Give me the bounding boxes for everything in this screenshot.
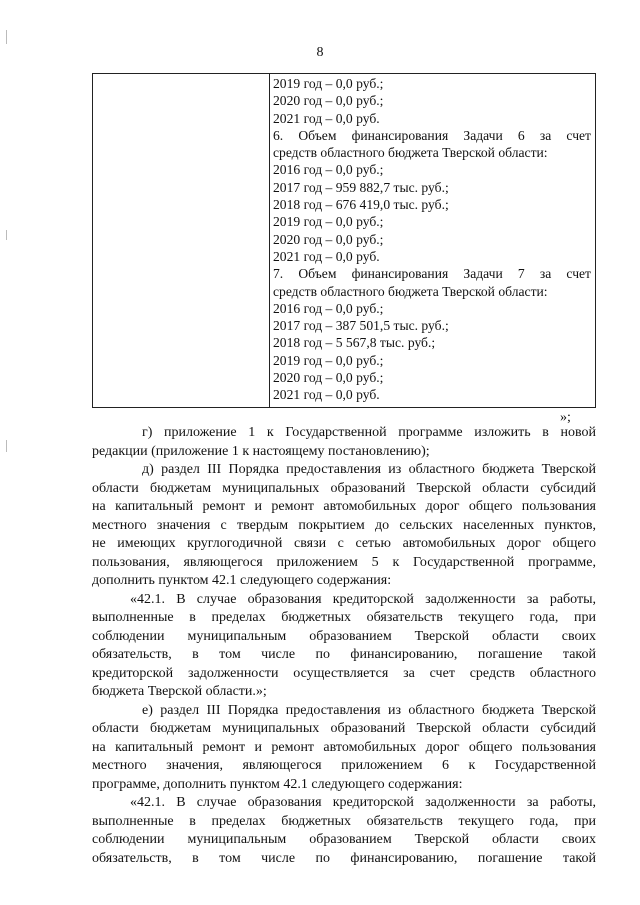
table-line: 2017 год – 959 882,7 тыс. руб.; [273,179,449,195]
text-line: редакции (приложение 1 к настоящему постановлению); [92,443,430,459]
table-right-cell [273,75,591,404]
text-line: не имеющих круглогодичной связи с сетью автомобильных дорог общего [92,536,596,551]
table-line: 2020 год – 0,0 руб.; [273,370,384,386]
table-line: 7. Объем финансирования Задачи 7 за счет [273,266,591,282]
text-line: выполненные в пределах бюджетных обязательств текущего года, при [92,813,596,829]
text-line: на капитальный ремонт и ремонт автомобильных дорог общего пользования [92,499,596,514]
table-column-divider [269,74,270,407]
table-line: 2016 год – 0,0 руб.; [273,162,384,178]
text-line: местного значения с твердым покрытием до сельских населенных пунктов, [92,517,596,533]
text-line: программе, дополнить пунктом 42.1 следующего содержания: [92,776,463,792]
text-line: е) раздел III Порядка предоставления из областного бюджета Тверской [142,702,596,718]
text-line: соблюдении муниципальным образованием Тверской области своих [92,832,596,847]
table-line: 2018 год – 676 419,0 тыс. руб.; [273,197,449,213]
text-line: дополнить пунктом 42.1 следующего содержания: [92,573,392,588]
financing-table [92,73,596,408]
table-line: 2021 год – 0,0 руб. [273,110,380,126]
table-line: 2018 год – 5 567,8 тыс. руб.; [273,335,436,351]
text-line: бюджета Тверской области.»; [92,684,267,699]
table-line: 6. Объем финансирования Задачи 6 за счет [273,127,591,143]
table-line: 2020 год – 0,0 руб.; [273,231,384,247]
text-line: д) раздел III Порядка предоставления из областного бюджета Тверской [142,462,596,477]
text-line: выполненные в пределах бюджетных обязательств текущего года, при [92,610,596,625]
text-line: области бюджетам муниципальных образований Тверской области субсидий [92,721,596,736]
table-line: 2019 год – 0,0 руб.; [273,214,384,230]
table-line: средств областного бюджета Тверской области: [273,283,548,299]
text-line: кредиторской задолженности осуществляется за счет средств областного [92,665,596,681]
margin-mark-middle [6,230,7,240]
document-body [92,424,596,868]
table-line: 2021 год – 0,0 руб. [273,248,380,264]
text-line: обязательств, в том числе по финансированию, погашение такой [92,647,596,662]
page-number: 8 [316,45,324,60]
table-line: средств областного бюджета Тверской области: [273,145,548,161]
table-line: 2021 год – 0,0 руб. [273,387,380,403]
table-line: 2020 год – 0,0 руб.; [273,93,384,109]
table-line: 2016 год – 0,0 руб.; [273,300,384,316]
quote-close: »; [560,410,571,425]
table-line: 2017 год – 387 501,5 тыс. руб.; [273,318,449,334]
text-line: г) приложение 1 к Государственной программе изложить в новой [142,425,596,440]
table-line: 2019 год – 0,0 руб.; [273,76,384,91]
margin-mark-top [6,30,7,44]
text-line: «42.1. В случае образования кредиторской задолженности за работы, [130,795,596,810]
text-line: области бюджетам муниципальных образований Тверской области субсидий [92,480,596,496]
text-line: пользования, являющегося приложением 5 к Государственной программе, [92,554,596,570]
text-line: «42.1. В случае образования кредиторской задолженности за работы, [130,591,596,607]
margin-mark-lower [6,440,7,452]
text-line: местного значения, являющегося приложением 6 к Государственной [92,758,596,773]
text-line: на капитальный ремонт и ремонт автомобильных дорог общего пользования [92,739,596,755]
text-line: обязательств, в том числе по финансированию, погашение такой [92,850,596,866]
table-line: 2019 год – 0,0 руб.; [273,352,384,368]
text-line: соблюдении муниципальным образованием Тверской области своих [92,628,596,644]
